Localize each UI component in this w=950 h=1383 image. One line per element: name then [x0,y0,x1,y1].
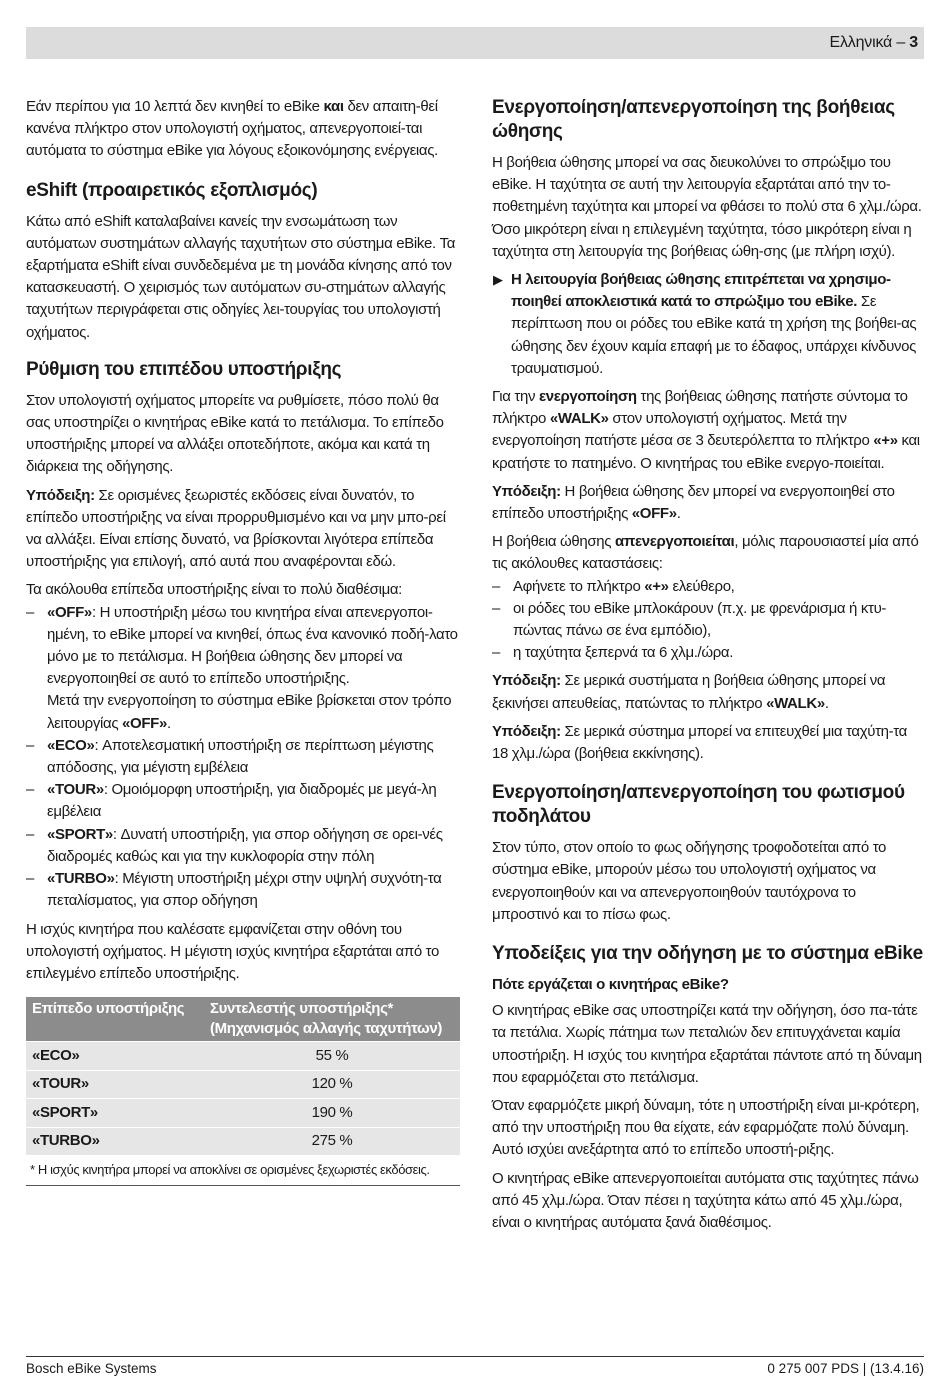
table-cell-value: 190 % [204,1099,460,1128]
lighting-heading: Ενεργοποίηση/απενεργοποίηση του φωτισμού ποδηλάτου [492,782,905,828]
table-cell-level: «ECO» [26,1042,204,1071]
level-desc: : Μέγιστη υποστήριξη μέχρι στην υψηλή συχνότη-τα πεταλίσματος, για σπορ οδήγηση [47,870,442,910]
level-name: «TURBO» [47,870,115,888]
page-number: 3 [909,34,918,51]
list-item [492,576,924,598]
eshift-paragraph: Κάτω από eShift καταλαβαίνει κανείς την ενσωμάτωση των αυτόματων συστημάτων αλλαγής ταχυτήτων στο σύστημα eBike. Τα εξαρτήματα eShift είναι συνδεδεμένα με τη μονάδα κίνησης από τον κατασκευαστή. Ο χειρισμός των αυτόματων συ-στημάτων αλλαγής ταχυτήτων περιγράφεται στις οδηγίες λει-τουργίας του υπολογιστή οχήματος. [26,212,456,341]
text-run: , μόλις παρουσιαστεί μία από τις ακόλουθες καταστάσεις: [492,533,919,573]
list-item [26,602,460,735]
level-name: «ECO» [47,736,95,754]
motor-when-heading: Πότε εργάζεται ο κινητήρας eBike? [492,976,729,994]
support-level-heading: Ρύθμιση του επιπέδου υποστήριξης [26,358,342,380]
note-label: Υπόδειξη: [492,722,561,740]
bold-run: «OFF» [631,505,677,523]
small-force-paragraph: Όταν εφαρμόζετε μικρή δύναμη, τότε η υποστήριξη είναι μι-κρότερη, από την υποστήριξη που θα είχατε, εάν εφαρμόζατε πολύ δύναμη. Αυτό ισχύει ανεξάρτητα από το επίπεδο υποστή-ριξης. [492,1096,920,1159]
motor-when-paragraph: Ο κινητήρας eBike σας υποστηρίζει κατά την οδήγηση, όσο πα-τάτε τα πετάλια. Χωρίς πάτημα των πεταλιών δεν επιτυγχάνεται καμία υποστήριξη. Η ισχύς του κινητήρα εξαρτάται πάντοτε από τη δύναμη που εφαρμόζεται στο πετάλισμα. [492,1002,922,1086]
header-bar [26,27,924,59]
note-paragraph [492,721,924,765]
note-label: Υπόδειξη: [26,486,95,504]
text-run: . [166,714,171,732]
eshift-heading: eShift (προαιρετικός εξοπλισμός) [26,179,318,201]
text-run: Εάν περίπου για 10 λεπτά δεν κινηθεί το eBike [26,98,324,115]
table-cell-value: 120 % [204,1070,460,1099]
bold-run: ενεργοποίηση [538,388,637,406]
level-name: «TOUR» [47,781,104,799]
list-item [26,868,460,912]
table-footnote: * Η ισχύς κινητήρα μπορεί να αποκλίνει σε ορισμένες ξεχωριστές εκδόσεις. [26,1155,460,1186]
note-paragraph [492,670,924,714]
table-cell-level: «TOUR» [26,1070,204,1099]
note-text: Σε μερικά συστήματα η βοήθεια ώθησης μπορεί να ξεκινήσει απευθείας, πατώντας το πλήκτρο [492,672,886,712]
text-run: δεν απαιτη-θεί κανένα πλήκτρο στον υπολογιστή οχήματος, απενεργοποιεί-ται αυτόματα το σύστημα eBike για λόγους εξοικονόμησης ενέργειας. [26,98,438,160]
levels-intro: Τα ακόλουθα επίπεδα υποστήριξης είναι το πολύ διαθέσιμα: [26,581,402,599]
levels-list [26,602,460,913]
bold-run: και [323,98,344,115]
table-row [26,1099,460,1128]
footer-doc-id: 0 275 007 PDS | (13.4.16) [767,1361,924,1376]
note-text: Σε μερικά σύστημα μπορεί να επιτευχθεί μια ταχύτη-τα 18 χλμ./ώρα (βοήθεια εκκίνησης). [492,722,907,763]
text-run: . [676,505,681,523]
table-row [26,1042,460,1071]
conditions-list [492,576,924,665]
intro-paragraph [26,96,460,163]
bold-run: «+» [644,577,669,595]
footer-brand: Bosch eBike Systems [26,1361,157,1376]
activation-paragraph [492,386,924,475]
bold-run: «OFF» [122,714,167,732]
page-header [830,34,918,52]
level-extra: Μετά την ενεργοποίηση το σύστημα eBike βρίσκεται στον τρόπο λειτουργίας [47,692,452,732]
text-run: Για την [492,388,539,406]
table-header-factor: Συντελεστής υποστήριξης* (Μηχανισμός αλλαγής ταχυτήτων) [204,997,460,1042]
push-assist-paragraph: Η βοήθεια ώθησης μπορεί να σας διευκολύνει το σπρώξιμο του eBike. Η ταχύτητα σε αυτή την λειτουργία εξαρτάται από την το-ποθετημένη ταχύτητα και μπορεί να φθάσει το πολύ στα 6 χλμ./ώρα. Όσο μικρότερη είναι η επιλεγμένη ταχύτητα, τόσο μικρότερη είναι η ταχύτητα στη λειτουργία της βοήθειας ώθη-σης (με πλήρη ισχύ). [492,154,922,260]
auto-off-paragraph: Ο κινητήρας eBike απενεργοποιείται αυτόματα στις ταχύτητες πάνω από 45 χλμ./ώρα. Όταν πέσει η ταχύτητα κάτω από 45 χλμ./ώρα, είναι ο κινητήρας αυτόματα ξανά διαθέσιμος. [492,1169,919,1231]
table-row [26,1070,460,1099]
list-item [492,598,924,642]
text-run: Η βοήθεια ώθησης [492,533,615,551]
table-header-row [26,997,460,1042]
note-paragraph [26,485,460,574]
text-run: της βοήθειας ώθησης πατήστε σύντομα το πλήκτρο [492,388,908,428]
note-text: Η βοήθεια ώθησης δεν μπορεί να ενεργοποιηθεί στο επίπεδο υποστήριξης [492,482,895,523]
level-desc: : Ομοιόμορφη υποστήριξη, για διαδρομές με μεγά-λη εμβέλεια [47,781,437,821]
warning-text: Σε περίπτωση που οι ρόδες του eBike κατά τη χρήση της βοήθει-ας ώθησης δεν έχουν καμία επαφή με το έδαφος, υπάρχει κίνδυνος τραυματισμού. [511,293,917,377]
table-cell-value: 275 % [204,1127,460,1155]
riding-tips-heading: Υποδείξεις για την οδήγηση με το σύστημα eBike [492,943,923,965]
level-desc: : Δυνατή υποστήριξη, για σπορ οδήγηση σε ορει-νές διαδρομές καθώς και για την κυκλοφορία στην πόλη [47,825,443,865]
bold-run: «WALK» [549,410,609,428]
table-cell-value: 55 % [204,1042,460,1071]
note-label: Υπόδειξη: [492,672,561,690]
list-item [492,642,924,664]
text-run: στον υπολογιστή οχήματος. Μετά την ενεργοποίηση πατήστε μέσα σε 3 δευτερόλεπτα το πλήκτρο [492,410,874,450]
footer-divider [26,1356,924,1357]
warning-paragraph [492,269,924,380]
text-run: η ταχύτητα ξεπερνά τα 6 χλμ./ώρα. [513,644,734,662]
arrow-right-icon: ▶ [493,272,503,288]
note-label: Υπόδειξη: [492,482,561,500]
text-run: ελεύθερο, [668,577,735,595]
bold-run: «+» [873,432,898,450]
list-item [26,779,460,823]
level-name: «OFF» [47,603,92,621]
header-language: Ελληνικά – [829,34,910,51]
table-cell-level: «TURBO» [26,1127,204,1155]
text-run: Αφήνετε το πλήκτρο [513,577,645,595]
left-column [26,96,460,1186]
table-row [26,1127,460,1155]
motor-power-paragraph: Η ισχύς κινητήρα που καλέσατε εμφανίζεται στην οθόνη του υπολογιστή οχήματος. Η μέγιστη ισχύς κινητήρα εξαρτάται από το επιλεγμένο επίπεδο υποστήριξης. [26,920,440,982]
text-run: οι ρόδες του eBike μπλοκάρουν (π.χ. με φρενάρισμα ή κτυ-πώντας πάνω σε ένα εμπόδιο), [513,599,887,640]
list-item [26,735,460,779]
level-name: «SPORT» [47,825,113,843]
level-desc: : Αποτελεσματική υποστήριξη σε περίπτωση μέγιστης απόδοσης, για μέγιστη εμβέλεια [47,736,434,777]
bold-run: «WALK» [766,694,825,712]
deactivation-paragraph [492,531,924,575]
text-run: και κρατήστε το πατημένο. Ο κινητήρας του eBike ενεργο-ποιείται. [492,432,920,472]
list-item [26,824,460,868]
support-factor-table [26,997,460,1155]
table-cell-level: «SPORT» [26,1099,204,1128]
lighting-paragraph: Στον τύπο, στον οποίο το φως οδήγησης τροφοδοτείται από το σύστημα eBike, μπορούν μέσω του υπολογιστή οχήματος να ενεργοποιηθούν και να απενεργοποιηθούν ταυτόχρονα το μπροστινό και το πίσω φως. [492,839,887,923]
right-column [492,96,924,1240]
text-run: . [824,694,829,712]
level-desc: : Η υποστήριξη μέσω του κινητήρα είναι απενεργοποι-ημένη, το eBike μπορεί να κινηθεί, όπως ένα κανονικό ποδή-λατο μόνο με το πετάλισμα. Η βοήθεια ώθησης δεν μπορεί να ενεργοποιηθεί σε αυτό το επίπεδο υποστήριξης. [47,603,458,688]
bold-run: απενεργοποιείται [614,533,735,551]
support-level-paragraph: Στον υπολογιστή οχήματος μπορείτε να ρυθμίσετε, πόσο πολύ θα σας υποστηρίζει ο κινητήρας eBike κατά το πετάλισμα. Το επίπεδο υποστήριξης μπορεί να αλλάξει οποτεδήποτε, ακόμα και κατά τη διάρκεια της οδήγησης. [26,391,444,476]
note-paragraph [492,481,924,525]
push-assist-heading: Ενεργοποίηση/απενεργοποίηση της βοήθειας ώθησης [492,97,895,142]
note-text: Σε ορισμένες ξεωριστές εκδόσεις είναι δυνατόν, το επίπεδο υποστήριξης να είναι προρρυθμισμένο και να μην μπο-ρεί να αλλάξει. Είναι επίσης δυνατό, να βρίσκονται λιγότερα επίπεδα υποστήριξης για επιλογή, από αυτά που αναφέρονται εδώ. [26,486,446,571]
warning-bold: Η λειτουργία βοήθειας ώθησης επιτρέπεται να χρησιμο-ποιηθεί αποκλειστικά κατά το σπρώξιμο του eBike. [511,271,891,311]
table-header-level: Επίπεδο υποστήριξης [26,997,204,1042]
